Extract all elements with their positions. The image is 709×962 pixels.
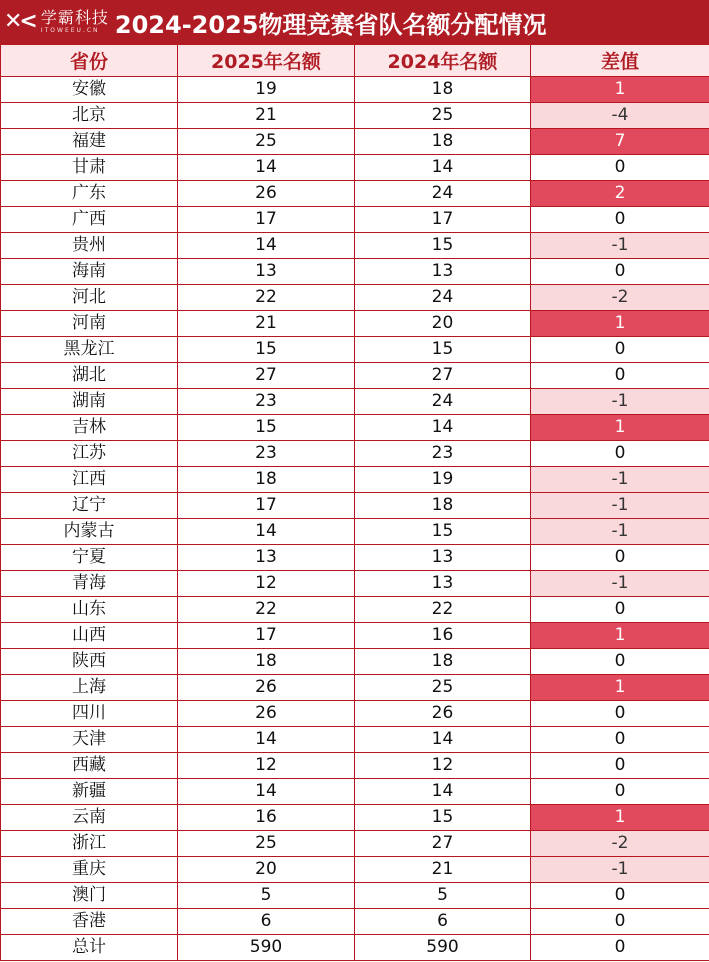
cell-quota-2024: 12	[355, 753, 531, 779]
logo	[4, 9, 109, 35]
cell-quota-2024: 26	[355, 701, 531, 727]
quota-table	[0, 44, 709, 961]
cell-province: 辽宁	[1, 493, 178, 519]
table-body	[1, 77, 709, 961]
cell-difference: 1	[531, 805, 709, 831]
page-title: 2024-2025物理竞赛省队名额分配情况	[114, 10, 547, 39]
column-header-province: 省份	[1, 45, 178, 77]
table-header-row	[1, 45, 709, 77]
table-row	[1, 259, 709, 285]
cell-province: 湖南	[1, 389, 178, 415]
cell-province: 青海	[1, 571, 178, 597]
cell-difference: -1	[531, 389, 709, 415]
cell-quota-2025: 13	[178, 259, 355, 285]
cell-province: 黑龙江	[1, 337, 178, 363]
cell-difference: -2	[531, 831, 709, 857]
cell-quota-2025: 21	[178, 103, 355, 129]
cell-quota-2025: 13	[178, 545, 355, 571]
cell-quota-2024: 18	[355, 649, 531, 675]
cell-difference: 1	[531, 77, 709, 103]
cell-difference: 0	[531, 935, 709, 961]
cell-quota-2025: 15	[178, 415, 355, 441]
cell-quota-2024: 14	[355, 155, 531, 181]
table-row	[1, 181, 709, 207]
cell-quota-2025: 26	[178, 181, 355, 207]
cell-province: 广西	[1, 207, 178, 233]
cell-quota-2024: 5	[355, 883, 531, 909]
cell-difference: 0	[531, 207, 709, 233]
table-row	[1, 129, 709, 155]
cell-quota-2024: 15	[355, 805, 531, 831]
cell-province: 香港	[1, 909, 178, 935]
cell-quota-2024: 24	[355, 389, 531, 415]
table-row	[1, 389, 709, 415]
cell-quota-2025: 20	[178, 857, 355, 883]
table-row	[1, 935, 709, 961]
column-header-diff: 差值	[531, 45, 709, 77]
cell-quota-2025: 17	[178, 623, 355, 649]
table-row	[1, 233, 709, 259]
table-row	[1, 597, 709, 623]
cell-province: 内蒙古	[1, 519, 178, 545]
cell-difference: 0	[531, 597, 709, 623]
column-header-2025: 2025年名额	[178, 45, 355, 77]
cell-difference: -1	[531, 857, 709, 883]
cell-quota-2024: 18	[355, 77, 531, 103]
cell-quota-2024: 20	[355, 311, 531, 337]
cell-quota-2025: 12	[178, 753, 355, 779]
cell-quota-2025: 26	[178, 701, 355, 727]
cell-quota-2024: 24	[355, 285, 531, 311]
cell-quota-2025: 23	[178, 441, 355, 467]
cell-province: 天津	[1, 727, 178, 753]
cell-quota-2024: 25	[355, 103, 531, 129]
table-row	[1, 415, 709, 441]
table-row	[1, 753, 709, 779]
cell-quota-2024: 25	[355, 675, 531, 701]
table-row	[1, 337, 709, 363]
cell-quota-2024: 14	[355, 779, 531, 805]
cell-province: 陕西	[1, 649, 178, 675]
cell-province: 安徽	[1, 77, 178, 103]
logo-mark-icon: ✕<	[4, 9, 35, 34]
cell-difference: -1	[531, 233, 709, 259]
page-header	[0, 0, 709, 44]
cell-quota-2025: 17	[178, 493, 355, 519]
table-row	[1, 727, 709, 753]
cell-quota-2024: 24	[355, 181, 531, 207]
table-row	[1, 831, 709, 857]
cell-difference: 1	[531, 311, 709, 337]
cell-quota-2025: 6	[178, 909, 355, 935]
cell-province: 总计	[1, 935, 178, 961]
cell-quota-2024: 13	[355, 545, 531, 571]
cell-quota-2025: 590	[178, 935, 355, 961]
cell-province: 山西	[1, 623, 178, 649]
cell-quota-2024: 13	[355, 259, 531, 285]
cell-difference: -4	[531, 103, 709, 129]
cell-quota-2025: 23	[178, 389, 355, 415]
cell-province: 四川	[1, 701, 178, 727]
cell-quota-2025: 18	[178, 649, 355, 675]
cell-difference: 0	[531, 155, 709, 181]
cell-difference: 0	[531, 779, 709, 805]
cell-difference: -1	[531, 467, 709, 493]
logo-subtitle: ITOWEEU.CN	[40, 27, 100, 34]
column-header-2024: 2024年名额	[355, 45, 531, 77]
logo-name: 学霸科技	[40, 8, 109, 27]
cell-quota-2025: 14	[178, 727, 355, 753]
cell-quota-2025: 14	[178, 155, 355, 181]
table-row	[1, 701, 709, 727]
cell-quota-2025: 15	[178, 337, 355, 363]
cell-quota-2024: 14	[355, 727, 531, 753]
cell-difference: 0	[531, 337, 709, 363]
cell-quota-2024: 21	[355, 857, 531, 883]
table-row	[1, 467, 709, 493]
cell-quota-2025: 19	[178, 77, 355, 103]
cell-quota-2024: 27	[355, 831, 531, 857]
cell-difference: 1	[531, 415, 709, 441]
table-row	[1, 883, 709, 909]
cell-quota-2024: 27	[355, 363, 531, 389]
table-row	[1, 493, 709, 519]
cell-quota-2025: 14	[178, 233, 355, 259]
table-row	[1, 441, 709, 467]
cell-province: 湖北	[1, 363, 178, 389]
cell-province: 云南	[1, 805, 178, 831]
cell-difference: 0	[531, 701, 709, 727]
cell-province: 宁夏	[1, 545, 178, 571]
table-row	[1, 675, 709, 701]
table-row	[1, 805, 709, 831]
cell-quota-2024: 15	[355, 233, 531, 259]
cell-quota-2024: 15	[355, 519, 531, 545]
cell-quota-2025: 25	[178, 831, 355, 857]
cell-province: 广东	[1, 181, 178, 207]
cell-quota-2025: 16	[178, 805, 355, 831]
cell-quota-2024: 18	[355, 493, 531, 519]
cell-quota-2025: 22	[178, 597, 355, 623]
table-row	[1, 909, 709, 935]
cell-province: 贵州	[1, 233, 178, 259]
cell-quota-2025: 25	[178, 129, 355, 155]
cell-difference: 2	[531, 181, 709, 207]
cell-quota-2024: 18	[355, 129, 531, 155]
cell-difference: 0	[531, 363, 709, 389]
cell-quota-2024: 23	[355, 441, 531, 467]
cell-quota-2025: 21	[178, 311, 355, 337]
cell-quota-2024: 17	[355, 207, 531, 233]
table-row	[1, 623, 709, 649]
cell-quota-2025: 26	[178, 675, 355, 701]
cell-province: 江苏	[1, 441, 178, 467]
table-row	[1, 155, 709, 181]
cell-quota-2024: 590	[355, 935, 531, 961]
cell-difference: 0	[531, 883, 709, 909]
cell-quota-2025: 14	[178, 519, 355, 545]
cell-quota-2025: 27	[178, 363, 355, 389]
table-row	[1, 285, 709, 311]
cell-difference: 0	[531, 441, 709, 467]
logo-text	[41, 9, 109, 35]
cell-province: 河南	[1, 311, 178, 337]
cell-province: 海南	[1, 259, 178, 285]
cell-quota-2025: 5	[178, 883, 355, 909]
cell-quota-2024: 22	[355, 597, 531, 623]
cell-quota-2025: 12	[178, 571, 355, 597]
cell-province: 西藏	[1, 753, 178, 779]
cell-quota-2024: 16	[355, 623, 531, 649]
table-row	[1, 857, 709, 883]
cell-difference: 0	[531, 649, 709, 675]
cell-province: 上海	[1, 675, 178, 701]
cell-difference: 0	[531, 545, 709, 571]
cell-difference: 0	[531, 727, 709, 753]
cell-quota-2025: 18	[178, 467, 355, 493]
cell-difference: -2	[531, 285, 709, 311]
cell-province: 北京	[1, 103, 178, 129]
table-row	[1, 311, 709, 337]
cell-difference: 7	[531, 129, 709, 155]
table-row	[1, 545, 709, 571]
table-row	[1, 363, 709, 389]
cell-province: 澳门	[1, 883, 178, 909]
cell-difference: 0	[531, 909, 709, 935]
cell-quota-2025: 22	[178, 285, 355, 311]
cell-province: 浙江	[1, 831, 178, 857]
table-row	[1, 103, 709, 129]
cell-difference: 1	[531, 623, 709, 649]
cell-difference: -1	[531, 519, 709, 545]
cell-province: 江西	[1, 467, 178, 493]
cell-quota-2024: 19	[355, 467, 531, 493]
cell-difference: -1	[531, 571, 709, 597]
cell-province: 甘肃	[1, 155, 178, 181]
cell-quota-2024: 14	[355, 415, 531, 441]
cell-province: 山东	[1, 597, 178, 623]
cell-quota-2024: 15	[355, 337, 531, 363]
cell-province: 吉林	[1, 415, 178, 441]
cell-quota-2024: 13	[355, 571, 531, 597]
cell-difference: -1	[531, 493, 709, 519]
cell-province: 福建	[1, 129, 178, 155]
cell-difference: 1	[531, 675, 709, 701]
cell-quota-2025: 14	[178, 779, 355, 805]
table-row	[1, 649, 709, 675]
cell-difference: 0	[531, 259, 709, 285]
cell-quota-2024: 6	[355, 909, 531, 935]
cell-quota-2025: 17	[178, 207, 355, 233]
cell-province: 新疆	[1, 779, 178, 805]
cell-province: 重庆	[1, 857, 178, 883]
cell-difference: 0	[531, 753, 709, 779]
table-row	[1, 779, 709, 805]
table-row	[1, 77, 709, 103]
cell-province: 河北	[1, 285, 178, 311]
table-row	[1, 571, 709, 597]
table-row	[1, 207, 709, 233]
table-row	[1, 519, 709, 545]
